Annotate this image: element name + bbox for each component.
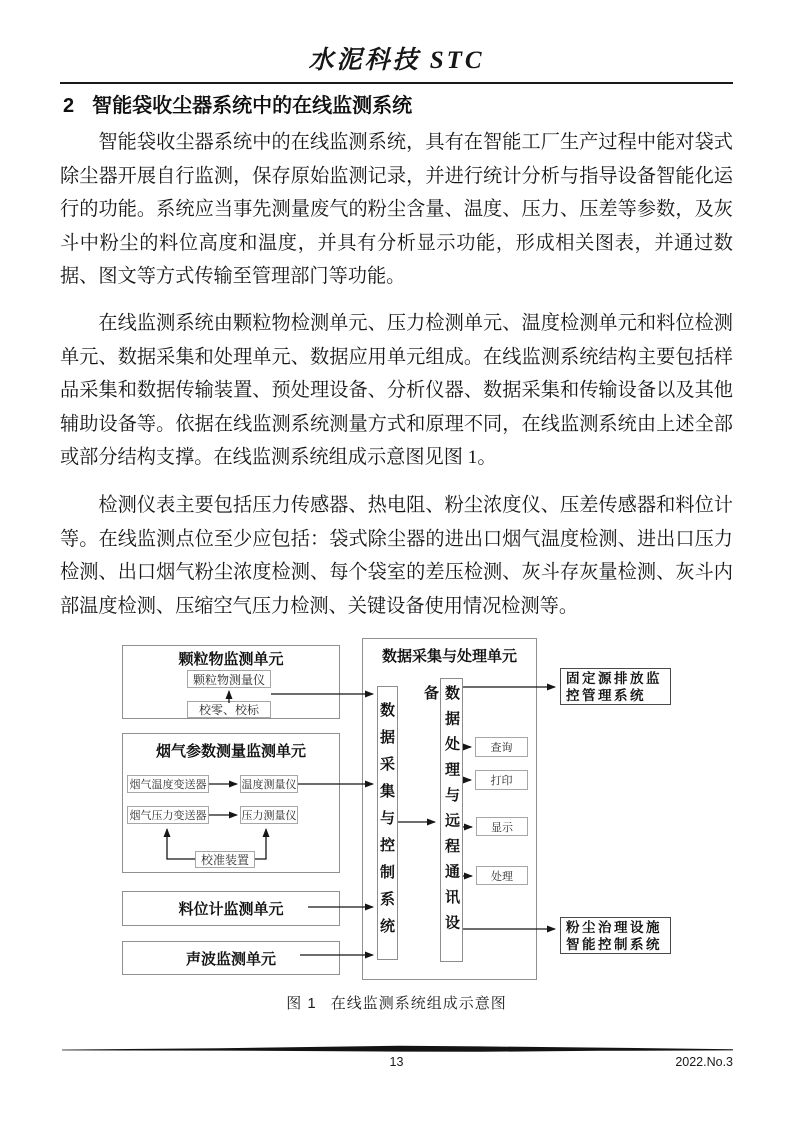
header-rule	[60, 82, 733, 84]
pressure-transmitter-box: 烟气压力变送器	[127, 806, 209, 824]
footer-rule	[62, 1046, 733, 1052]
function-box-query: 查询	[475, 737, 528, 757]
journal-title: 水泥科技 STC	[308, 47, 485, 74]
level-unit-box: 料位计监测单元	[122, 891, 340, 926]
section-number: 2	[63, 95, 75, 117]
fixed-source-system-box: 固定源排放监控管理系统	[560, 668, 671, 705]
particulate-unit-title: 颗粒物监测单元	[178, 651, 284, 668]
data-acquisition-control-box: 数据采集与控制系统	[377, 686, 398, 960]
issue-number: 2022.No.3	[675, 1055, 733, 1069]
page-number: 13	[389, 1055, 404, 1069]
paragraph-2: 在线监测系统由颗粒物检测单元、压力检测单元、温度检测单元和料位检测单元、数据采集和处理单元、数据应用单元组成。在线监测系统结构主要包括样品采集和数据传输装置、预处理设备、分析仪器、数据采集和传输设备以及其他辅助设备等。依据在线监测系统测量方式和原理不同，在线监测系统由上述全部或部分结构支撑。在线监测系统组成示意图见图 1。	[60, 313, 733, 468]
zero-calibration-box: 校零、校标	[187, 701, 271, 718]
temp-meter-box: 温度测量仪	[240, 775, 298, 793]
data-processing-comm-box: 数据处理与远程通讯设备	[440, 678, 463, 962]
function-box-print: 打印	[475, 770, 528, 790]
central-unit-title: 数据采集与处理单元	[381, 648, 517, 665]
figure-caption	[0, 992, 793, 1013]
calibration-device-box: 校准装置	[195, 851, 255, 868]
pressure-meter-box: 压力测量仪	[240, 806, 298, 824]
function-box-display: 显示	[476, 817, 528, 836]
temp-transmitter-box: 烟气温度变送器	[127, 775, 209, 793]
function-box-process: 处理	[476, 866, 528, 885]
paragraph-1: 智能袋收尘器系统中的在线监测系统，具有在智能工厂生产过程中能对袋式除尘器开展自行监测，保存原始监测记录，并进行统计分析与指导设备智能化运行的功能。系统应当事先测量废气的粉尘含量、温度、压力、压差等参数，及灰斗中粉尘的料位高度和温度，并具有分析显示功能，形成相关图表，并通过数据、图文等方式传输至管理部门等功能。	[60, 132, 733, 287]
dust-control-system-box: 粉尘治理设施智能控制系统	[560, 917, 671, 954]
section-heading	[63, 89, 733, 118]
particulate-meter-box: 颗粒物测量仪	[187, 670, 271, 688]
paragraph-3: 检测仪表主要包括压力传感器、热电阻、粉尘浓度仪、压差传感器和料位计等。在线监测点位至少应包括：袋式除尘器的进出口烟气温度检测、进出口压力检测、出口烟气粉尘浓度检测、每个袋室的差压检测、灰斗存灰量检测、灰斗内部温度检测、压缩空气压力检测、关键设备使用情况检测等。	[60, 495, 733, 617]
figure-caption-label: 图 1	[286, 995, 317, 1012]
acoustic-unit-box: 声波监测单元	[122, 941, 340, 975]
flue-gas-unit-title: 烟气参数测量监测单元	[155, 743, 306, 760]
section-title: 智能袋收尘器系统中的在线监测系统	[92, 95, 413, 117]
figure-caption-text: 在线监测系统组成示意图	[330, 995, 507, 1012]
